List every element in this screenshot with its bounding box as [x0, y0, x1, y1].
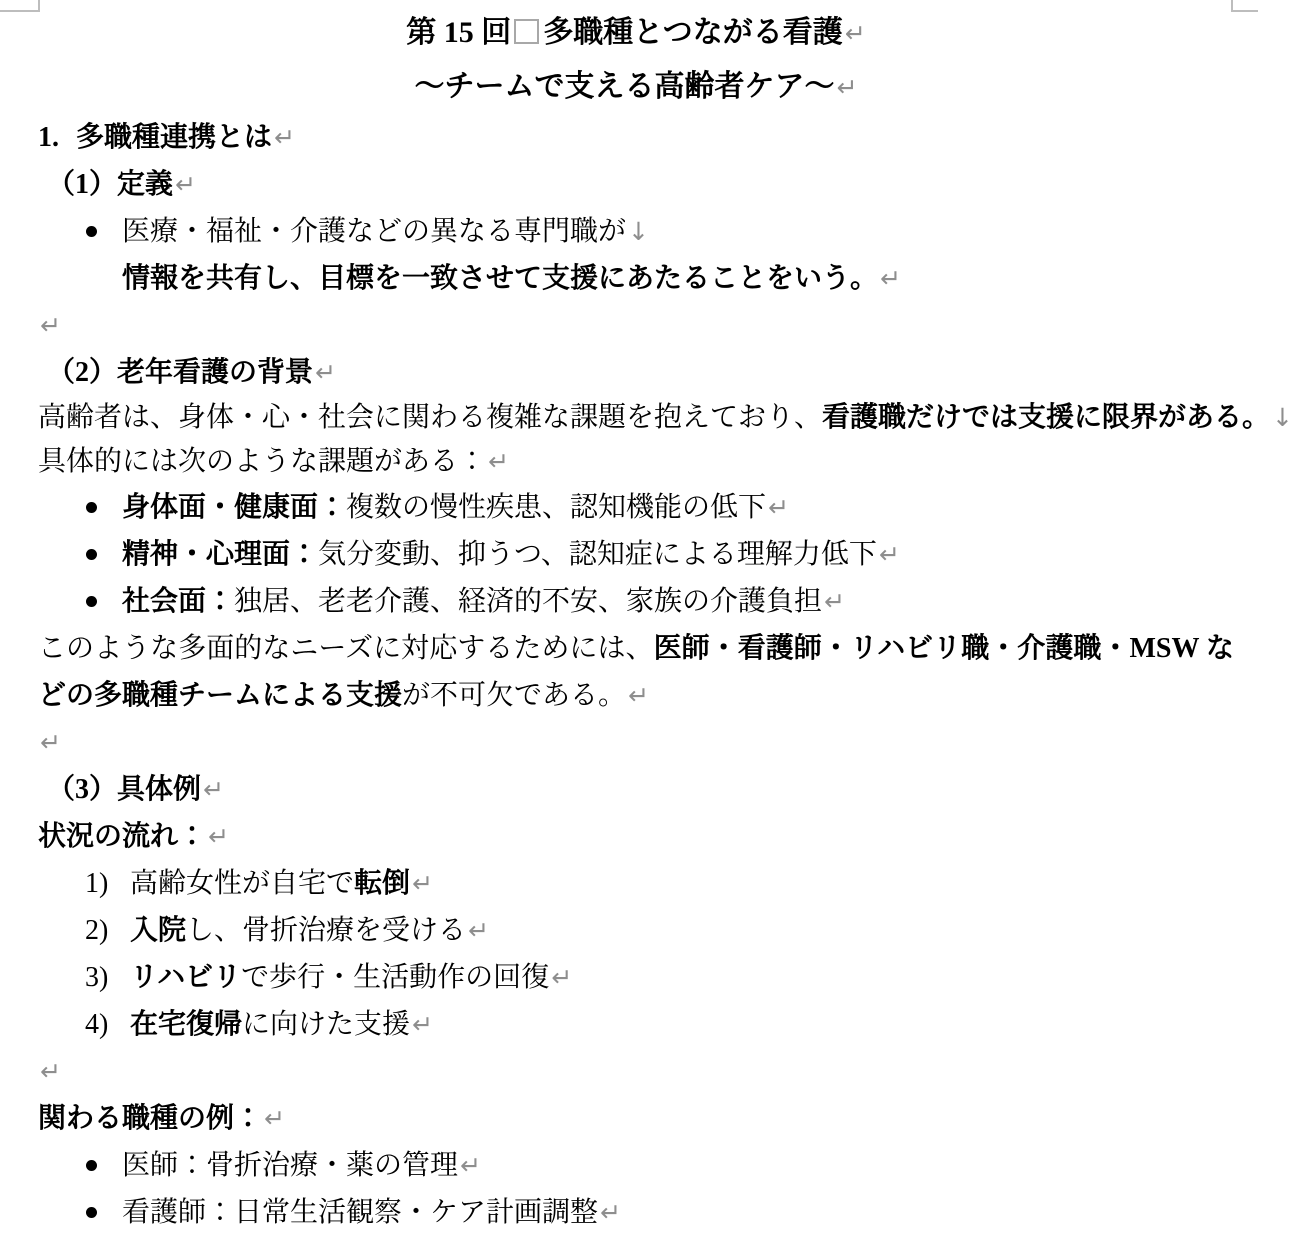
bullet-icon: [86, 596, 97, 607]
empty-paragraph: [38, 719, 1234, 766]
paragraph-mark-icon: ↵: [628, 681, 649, 710]
background-line-1: [38, 396, 1293, 440]
paragraph-mark-icon: ↵: [315, 358, 336, 387]
flow-heading-text: 状況の流れ：: [38, 821, 207, 852]
paragraph-mark-icon: ↵: [468, 916, 489, 945]
subsection-heading-3: [38, 766, 1234, 813]
subtitle-text: ～チームで支える高齢者ケア～: [414, 70, 835, 103]
paragraph-mark-icon: ↵: [836, 73, 858, 102]
paragraph-mark-icon: ↵: [551, 963, 573, 992]
paragraph-mark-icon: ↵: [488, 447, 509, 476]
paragraph-mark-icon: ↵: [274, 123, 295, 152]
numbered-step-3: [38, 954, 1234, 1001]
section-heading-1: [38, 114, 1234, 161]
text-boundary-mark-top-left: [0, 10, 39, 12]
paragraph-mark-icon: ↵: [460, 1151, 481, 1180]
bullet-icon: [86, 549, 97, 560]
definition-line-2: [38, 255, 1234, 302]
flow-heading: [38, 813, 1234, 860]
paragraph-mark-icon: ↵: [824, 587, 845, 616]
paragraph-mark-icon: ↵: [600, 1198, 621, 1227]
paragraph-mark-icon: ↵: [880, 264, 901, 293]
step-bold-text: 在宅復帰: [130, 1009, 243, 1040]
issue-label: 社会面：: [122, 586, 235, 617]
title-text-before-box: 第 15 回: [406, 16, 512, 49]
role-text: 看護師：日常生活観察・ケア計画調整: [122, 1197, 599, 1228]
subsection-heading-text: （2）老年看護の背景: [47, 357, 314, 388]
bullet-icon: [86, 502, 97, 513]
background-line-2: [38, 440, 1234, 484]
issue-label: 精神・心理面：: [122, 539, 319, 570]
step-number: 4): [85, 1009, 109, 1040]
empty-paragraph: [38, 1048, 1234, 1095]
paragraph-mark-icon: ↵: [175, 170, 196, 199]
text-boundary-mark-top-right: [1232, 10, 1258, 12]
step-text: で歩行・生活動作の回復: [241, 962, 550, 993]
role-text: 医師：骨折治療・薬の管理: [122, 1150, 459, 1181]
roles-heading-text: 関わる職種の例：: [38, 1103, 263, 1134]
conclusion-bold-text: 医師・看護師・リハビリ職・介護職・MSW などの多職種チームによる支援: [38, 633, 1234, 711]
step-text: し、骨折治療を受ける: [186, 915, 467, 946]
paragraph-mark-icon: ↵: [844, 19, 866, 48]
title-text-after-box: 多職種とつながる看護: [543, 16, 843, 49]
step-number: 1): [85, 868, 109, 899]
numbered-step-4: [38, 1001, 1234, 1048]
empty-paragraph: [38, 302, 1234, 349]
paragraph-mark-icon: ↵: [412, 1010, 433, 1039]
paragraph-mark-icon: ↵: [40, 728, 61, 757]
line-break-icon: ↓: [1272, 403, 1293, 432]
step-bold-text: 転倒: [354, 868, 411, 899]
step-text: 高齢女性が自宅で: [130, 868, 355, 899]
paragraph-mark-icon: ↵: [203, 775, 224, 804]
issue-text: 気分変動、抑うつ、認知症による理解力低下: [318, 539, 877, 570]
definition-bold-text: 情報を共有し、目標を一致させて支援にあたることをいう。: [122, 263, 879, 294]
issue-label: 身体面・健康面：: [122, 492, 347, 523]
paragraph-mark-icon: ↵: [208, 822, 229, 851]
issue-text: 複数の慢性疾患、認知機能の低下: [346, 492, 767, 523]
roles-heading: [38, 1095, 1234, 1142]
list-item-definition: [38, 208, 1234, 255]
definition-line-1: 医療・福祉・介護などの異なる専門職が: [122, 216, 627, 247]
paragraph-mark-icon: ↵: [40, 311, 61, 340]
issue-text: 独居、老老介護、経済的不安、家族の介護負担: [234, 586, 823, 617]
list-item-mental: [38, 531, 1234, 578]
paragraph-mark-icon: ↵: [264, 1104, 285, 1133]
subsection-heading-1: [38, 161, 1234, 208]
list-item-nurse: [38, 1189, 1234, 1236]
paragraph-mark-icon: ↵: [40, 1057, 61, 1086]
section-number: 1.: [38, 122, 59, 153]
background-line2-text: 具体的には次のような課題がある：: [38, 446, 487, 477]
subsection-heading-2: [38, 349, 1234, 396]
bullet-icon: [86, 1207, 97, 1218]
numbered-step-2: [38, 907, 1234, 954]
line-break-icon: ↓: [628, 217, 649, 246]
conclusion-normal-text: このような多面的なニーズに対応するためには、: [38, 633, 654, 664]
step-number: 3): [85, 962, 109, 993]
step-bold-text: 入院: [130, 915, 187, 946]
numbered-step-1: [38, 860, 1234, 907]
title-line-2: [38, 60, 1234, 114]
background-bold-text: 看護職だけでは支援に限界がある。: [822, 402, 1271, 433]
paragraph-mark-icon: ↵: [412, 869, 433, 898]
background-normal-text: 高齢者は、身体・心・社会に関わる複雑な課題を抱えており、: [38, 402, 823, 433]
paragraph-mark-icon: ↵: [878, 540, 900, 569]
conclusion-tail-text: が不可欠である。: [402, 680, 627, 711]
step-number: 2): [85, 915, 109, 946]
subsection-heading-text: （1）定義: [47, 169, 174, 200]
list-item-social: [38, 578, 1234, 625]
conclusion-paragraph: [38, 625, 1234, 719]
title-line-1: [38, 6, 1234, 60]
subsection-heading-text: （3）具体例: [47, 774, 202, 805]
paragraph-mark-icon: ↵: [768, 493, 789, 522]
step-bold-text: リハビリ: [130, 962, 242, 993]
list-item-doctor: [38, 1142, 1234, 1189]
document-body[interactable]: [38, 6, 1293, 1236]
section-heading-text: 多職種連携とは: [76, 122, 273, 153]
bullet-icon: [86, 226, 97, 237]
list-item-physical: [38, 484, 1234, 531]
bullet-icon: [86, 1160, 97, 1171]
fullwidth-space-box: [514, 19, 539, 44]
step-text: に向けた支援: [242, 1009, 411, 1040]
